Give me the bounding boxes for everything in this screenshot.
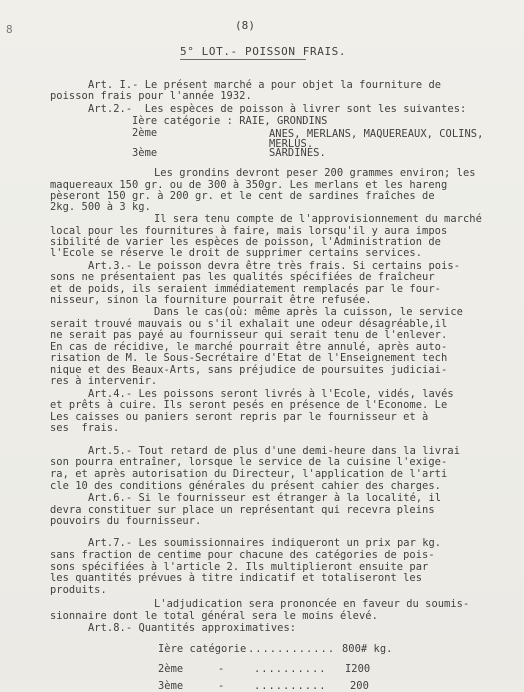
text-line: serait trouvé mauvais ou s'il exhalait une odeur désagréable,il <box>50 318 448 330</box>
quantity-dash: - <box>218 680 225 692</box>
text-line: Art.6.- Si le fournisseur est étranger à la localité, il <box>88 492 442 504</box>
text-line: nique et des Beaux-Arts, sans préjudice de poursuites judiciai- <box>50 364 448 376</box>
text-line: l'Ecole se réserve le droit de supprimer certains services. <box>50 247 423 259</box>
text-line: produits. <box>50 584 107 596</box>
text-line: L'adjudication sera prononcée en faveur du soumis- <box>154 598 470 610</box>
quantity-category: 2ème <box>158 663 184 675</box>
text-line: Les caisses ou paniers seront repris par le fournisseur et à <box>50 411 429 423</box>
text-line: MERLUS. <box>269 138 314 150</box>
text-line: sibilité de varier les espèces de poisson, l'Administration de <box>50 236 441 248</box>
quantity-category: Ière catégorie <box>158 643 247 655</box>
text-line: ses frais. <box>50 422 120 434</box>
page-number: (8) <box>235 19 256 32</box>
text-line: Ière catégorie : RAIE, GRONDINS <box>132 115 328 127</box>
text-line: ANES, MERLANS, MAQUEREAUX, COLINS, <box>269 128 484 140</box>
text-line: et prêts à cuire. Ils seront pesés en présence de l'Econome. Le <box>50 399 448 411</box>
quantity-category: 3ème <box>158 680 184 692</box>
text-line: Art. I.- Le présent marché a pour objet la fourniture de <box>88 79 442 91</box>
text-line: risation de M. le Sous-Secrétaire d'Etat de l'Enseignement tech <box>50 352 448 364</box>
text-line: 3ème <box>132 147 158 159</box>
quantity-value: I200 <box>345 663 371 675</box>
text-line: son pourra entraîner, lorsque le service de la cuisine l'exige- <box>50 456 448 468</box>
text-line: Les grondins devront peser 200 grammes environ; les <box>154 167 476 179</box>
text-line: sans fraction de centime pour chacune des catégories de pois- <box>50 549 435 561</box>
margin-mark: 8 <box>6 23 13 36</box>
text-line: cle 10 des conditions générales du présent cahier des charges. <box>50 480 441 492</box>
quantity-dots: ............ <box>248 643 336 655</box>
text-line: et de poids, ils seraient immédiatement remplacés par le four- <box>50 283 441 295</box>
text-line: pèseront 150 gr. à 200 gr. et le cent de sardines fraîches de <box>50 190 435 202</box>
text-line: res à intervenir. <box>50 375 158 387</box>
text-line: Art.3.- Le poisson devra être très frais. Si certains pois- <box>88 260 461 272</box>
quantity-dots: .......... <box>254 663 327 675</box>
text-line: SARDINES. <box>269 147 326 159</box>
text-line: Art.2.- Les espèces de poisson à livrer sont les suivantes: <box>88 103 467 115</box>
text-line: 2ème <box>132 127 158 139</box>
text-line: Il sera tenu compte de l'approvisionnement du marché <box>154 213 482 225</box>
quantity-dots: .......... <box>254 680 327 692</box>
text-line: local pour les fournitures à faire, mais lorsqu'il y aura impos <box>50 225 448 237</box>
text-line: ne serait pas payé au fournisseur qui serait tenu de l'enlever. <box>50 329 448 341</box>
text-line: poisson frais pour l'année 1932. <box>50 90 252 102</box>
title-underline <box>180 59 306 60</box>
text-line: sons spécifiées à l'article 2. Ils multiplieront ensuite par <box>50 561 429 573</box>
text-line: nisseur, sinon la fourniture pourrait être refusée. <box>50 294 372 306</box>
quantity-dash: - <box>218 663 225 675</box>
text-line: Art.5.- Tout retard de plus d'une demi-heure dans la livrai <box>88 445 461 457</box>
text-line: ra, et après autorisation du Directeur, l'application de l'arti <box>50 468 448 480</box>
text-line: Art.4.- Les poissons seront livrés à l'Ecole, vidés, lavés <box>88 388 454 400</box>
text-line: Dans le cas(où: même après la cuisson, le service <box>154 306 463 318</box>
text-line: sons ne présentaient pas les qualités spécifiées de fraîcheur <box>50 271 435 283</box>
text-line: En cas de récidive, le marché pourrait être annulé, après auto- <box>50 341 448 353</box>
quantity-value: 800# kg. <box>342 643 393 655</box>
text-line: Art.8.- Quantités approximatives: <box>88 622 297 634</box>
text-line: devra constituer sur place un représentant qui recevra pleins <box>50 504 435 516</box>
text-line: sionnaire dont le total général sera le moins élevé. <box>50 610 378 622</box>
text-line: Art.7.- Les soumissionnaires indiqueront un prix par kg. <box>88 537 442 549</box>
text-line: maquereaux 150 gr. ou de 300 à 350gr. Les merlans et les hareng <box>50 179 448 191</box>
page-title: 5° LOT.- POISSON FRAIS. <box>180 45 347 58</box>
quantity-value: 200 <box>350 680 369 692</box>
text-line: 2kg. 500 à 3 kg. <box>50 201 151 213</box>
text-line: pouvoirs du fournisseur. <box>50 515 202 527</box>
text-line: les quantités prévues à titre indicatif et totaliseront les <box>50 572 423 584</box>
